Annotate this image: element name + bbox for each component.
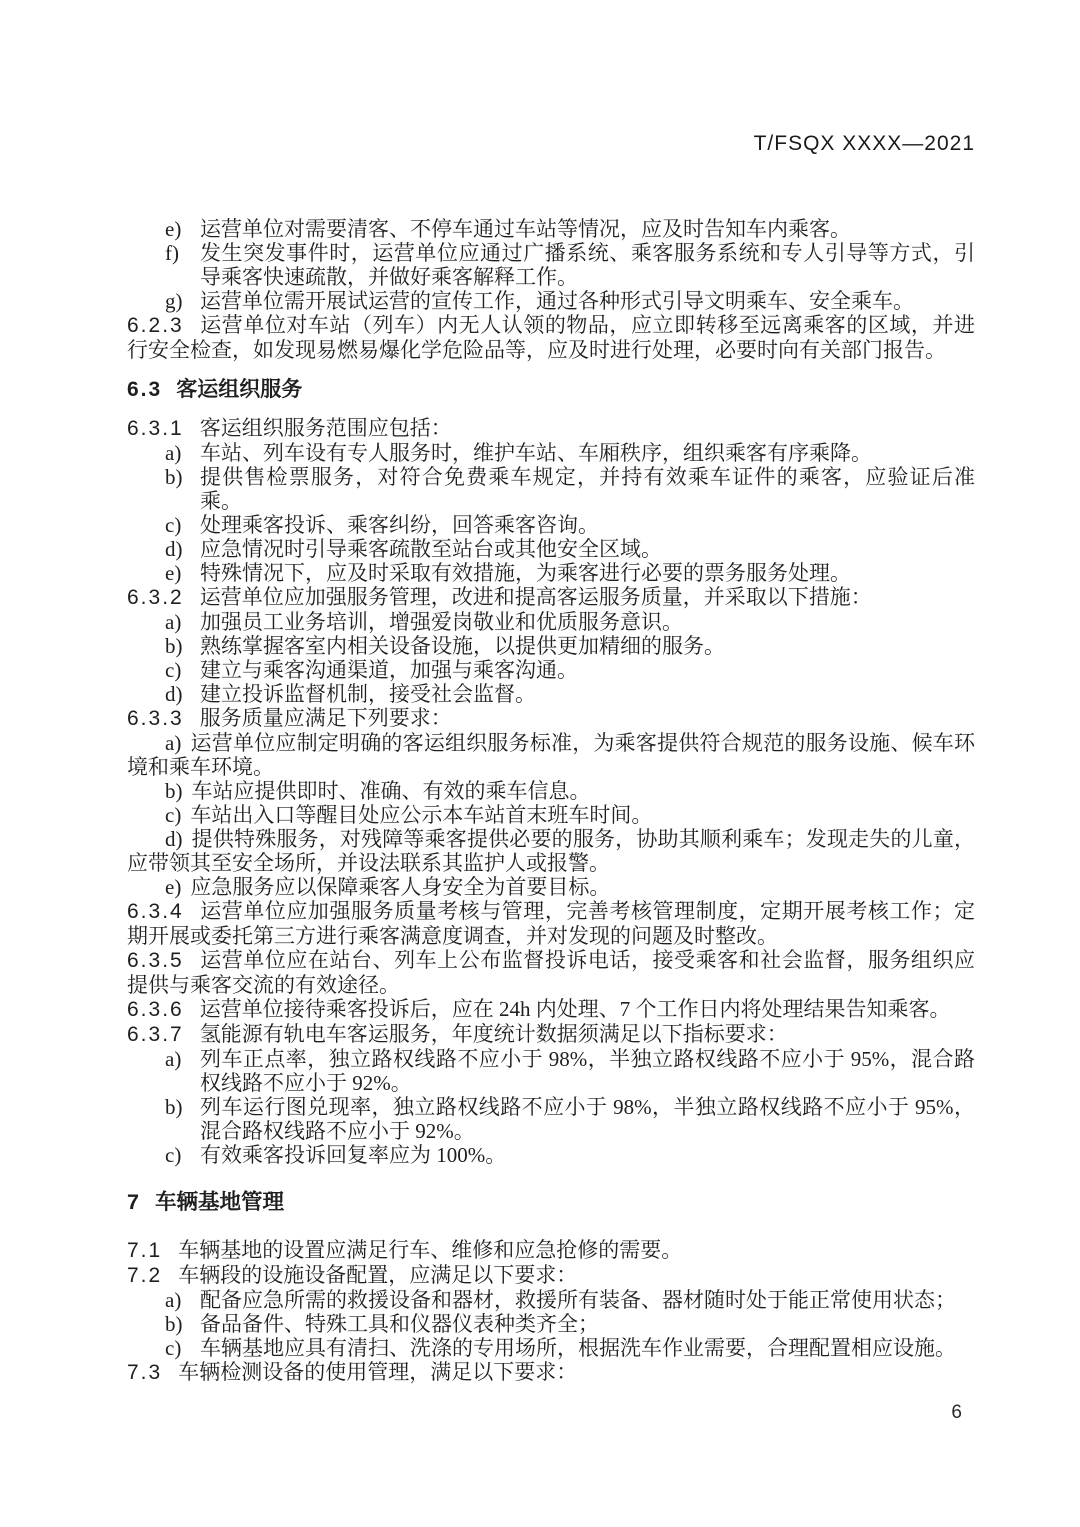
paragraph-letter: a) [165, 731, 182, 755]
clause-paragraph [127, 313, 975, 362]
clause-paragraph [127, 948, 975, 997]
list-text: 有效乘客投诉回复率应为 100%。 [200, 1143, 507, 1167]
list-letter: b) [165, 1095, 183, 1119]
clause-text: 车辆检测设备的使用管理，满足以下要求： [178, 1360, 578, 1384]
lettered-list-item [165, 682, 975, 706]
list-letter: a) [165, 1288, 182, 1312]
lettered-paragraph [127, 779, 975, 803]
heading-number: 6.3 [127, 378, 163, 401]
list-letter: a) [165, 1047, 182, 1071]
list-text: 处理乘客投诉、乘客纠纷，回答乘客咨询。 [200, 513, 599, 537]
paragraph-text: 车站应提供即时、准确、有效的乘车信息。 [191, 779, 591, 803]
paragraph-letter: e) [165, 875, 182, 899]
lettered-paragraph [127, 731, 975, 779]
lettered-list-item [165, 217, 975, 241]
list-letter: a) [165, 441, 182, 465]
list-text: 车辆基地应具有清扫、洗涤的专用场所，根据洗车作业需要，合理配置相应设施。 [200, 1336, 956, 1360]
doc-header [754, 132, 975, 156]
lettered-paragraph [127, 827, 975, 875]
clause-text: 服务质量应满足下列要求： [199, 706, 452, 730]
doc-code: T/FSQX XXXX—2021 [753, 132, 975, 155]
lettered-list-item [165, 289, 975, 313]
list-letter: d) [165, 682, 183, 706]
lettered-list-item [165, 465, 975, 513]
page-number: 6 [951, 1402, 962, 1423]
paragraph-letter: c) [165, 803, 182, 827]
clause-paragraph [127, 416, 975, 441]
list-text: 特殊情况下，应及时采取有效措施，为乘客进行必要的票务服务处理。 [200, 561, 851, 585]
list-letter: e) [165, 561, 182, 585]
heading-text: 客运组织服务 [176, 377, 303, 401]
heading-number: 7 [127, 1190, 141, 1214]
list-text: 建立投诉监督机制，接受社会监督。 [200, 682, 536, 706]
clause-number: 6.2.3 [127, 314, 184, 337]
paragraph-letter: d) [165, 827, 183, 851]
clause-number: 6.3.4 [127, 900, 184, 923]
list-letter: c) [165, 1143, 182, 1167]
list-text: 运营单位对需要清客、不停车通过车站等情况，应及时告知车内乘客。 [200, 217, 851, 241]
clause-paragraph [127, 899, 975, 948]
clause-number: 6.3.1 [127, 417, 184, 440]
lettered-list-item [165, 634, 975, 658]
clause-paragraph [127, 1022, 975, 1047]
clause-text: 运营单位应加强服务管理，改进和提高客运服务质量，并采取以下措施： [199, 585, 872, 609]
list-text: 车站、列车设有专人服务时，维护车站、车厢秩序，组织乘客有序乘降。 [200, 441, 872, 465]
list-text: 应急情况时引导乘客疏散至站台或其他安全区域。 [200, 537, 662, 561]
clause-number: 7.1 [127, 1239, 163, 1262]
section-heading [127, 377, 975, 402]
list-letter: a) [165, 610, 182, 634]
clause-number: 6.3.3 [127, 707, 184, 730]
clause-number: 6.3.7 [127, 1023, 184, 1046]
paragraph-text: 应急服务应以保障乘客人身安全为首要目标。 [190, 875, 611, 899]
list-letter: c) [165, 1336, 182, 1360]
clause-text: 运营单位接待乘客投诉后，应在 24h 内处理、7 个工作日内将处理结果告知乘客。 [199, 997, 951, 1021]
clause-text: 车辆基地的设置应满足行车、维修和应急抢修的需要。 [178, 1238, 683, 1262]
list-letter: g) [165, 289, 183, 313]
lettered-list-item [165, 441, 975, 465]
list-text: 列车运行图兑现率，独立路权线路不应小于 98%，半独立路权线路不应小于 95%，混合路权线路不应小于 92%。 [200, 1095, 975, 1143]
clause-paragraph [127, 706, 975, 731]
paragraph-letter: b) [165, 779, 183, 803]
paragraph-text: 运营单位应制定明确的客运组织服务标准，为乘客提供符合规范的服务设施、候车环境和乘车环境。 [127, 731, 975, 779]
clause-number: 6.3.6 [127, 998, 184, 1021]
list-letter: d) [165, 537, 183, 561]
clause-text: 氢能源有轨电车客运服务，年度统计数据须满足以下指标要求： [199, 1022, 788, 1046]
lettered-paragraph [127, 875, 975, 899]
list-letter: b) [165, 465, 183, 489]
list-letter: b) [165, 1312, 183, 1336]
lettered-list-item [165, 610, 975, 634]
clause-paragraph [127, 585, 975, 610]
list-text: 建立与乘客沟通渠道，加强与乘客沟通。 [200, 658, 578, 682]
list-text: 加强员工业务培训，增强爱岗敬业和优质服务意识。 [200, 610, 683, 634]
lettered-list-item [165, 561, 975, 585]
clause-paragraph [127, 1238, 975, 1263]
list-letter: e) [165, 217, 182, 241]
clause-text: 运营单位应加强服务质量考核与管理，完善考核管理制度，定期开展考核工作；定期开展或委托第三方进行乘客满意度调查，并对发现的问题及时整改。 [127, 899, 975, 948]
list-text: 配备应急所需的救援设备和器材，救援所有装备、器材随时处于能正常使用状态； [200, 1288, 956, 1312]
section-heading [127, 1190, 975, 1214]
lettered-list-item [165, 537, 975, 561]
lettered-list-item [165, 1095, 975, 1143]
list-text: 提供售检票服务，对符合免费乘车规定，并持有效乘车证件的乘客，应验证后准乘。 [200, 465, 975, 513]
lettered-list-item [165, 1336, 975, 1360]
lettered-list-item [165, 658, 975, 682]
list-text: 运营单位需开展试运营的宣传工作，通过各种形式引导文明乘车、安全乘车。 [200, 289, 914, 313]
list-text: 列车正点率，独立路权线路不应小于 98%，半独立路权线路不应小于 95%，混合路权线路不应小于 92%。 [200, 1047, 975, 1095]
lettered-list-item [165, 1312, 975, 1336]
clause-paragraph [127, 1263, 975, 1288]
clause-paragraph [127, 1360, 975, 1385]
lettered-list-item [165, 1143, 975, 1167]
lettered-list-item [165, 513, 975, 537]
list-letter: c) [165, 658, 182, 682]
clause-text: 运营单位应在站台、列车上公布监督投诉电话，接受乘客和社会监督，服务组织应提供与乘客交流的有效途径。 [127, 948, 975, 997]
clause-paragraph [127, 997, 975, 1022]
paragraph-text: 提供特殊服务，对残障等乘客提供必要的服务，协助其顺利乘车；发现走失的儿童，应带领其至安全场所，并设法联系其监护人或报警。 [127, 827, 975, 875]
lettered-list-item [165, 1288, 975, 1312]
clause-number: 7.3 [127, 1361, 163, 1384]
lettered-list-item [165, 1047, 975, 1095]
clause-text: 运营单位对车站（列车）内无人认领的物品，应立即转移至远离乘客的区域，并进行安全检查，如发现易燃易爆化学危险品等，应及时进行处理，必要时向有关部门报告。 [127, 313, 975, 362]
paragraph-text: 车站出入口等醒目处应公示本车站首末班车时间。 [190, 803, 653, 827]
clause-number: 7.2 [127, 1264, 163, 1287]
list-text: 熟练掌握客室内相关设备设施，以提供更加精细的服务。 [200, 634, 725, 658]
list-letter: f) [165, 241, 179, 265]
doc-body [127, 217, 975, 1385]
heading-text: 车辆基地管理 [154, 1190, 284, 1214]
clause-text: 车辆段的设施设备配置，应满足以下要求： [178, 1263, 578, 1287]
list-letter: c) [165, 513, 182, 537]
list-letter: b) [165, 634, 183, 658]
clause-number: 6.3.2 [127, 586, 184, 609]
lettered-paragraph [127, 803, 975, 827]
lettered-list-item [165, 241, 975, 289]
list-text: 发生突发事件时，运营单位应通过广播系统、乘客服务系统和专人引导等方式，引导乘客快速疏散，并做好乘客解释工作。 [200, 241, 975, 289]
clause-number: 6.3.5 [127, 949, 184, 972]
list-text: 备品备件、特殊工具和仪器仪表种类齐全； [200, 1312, 599, 1336]
clause-text: 客运组织服务范围应包括： [199, 416, 452, 440]
